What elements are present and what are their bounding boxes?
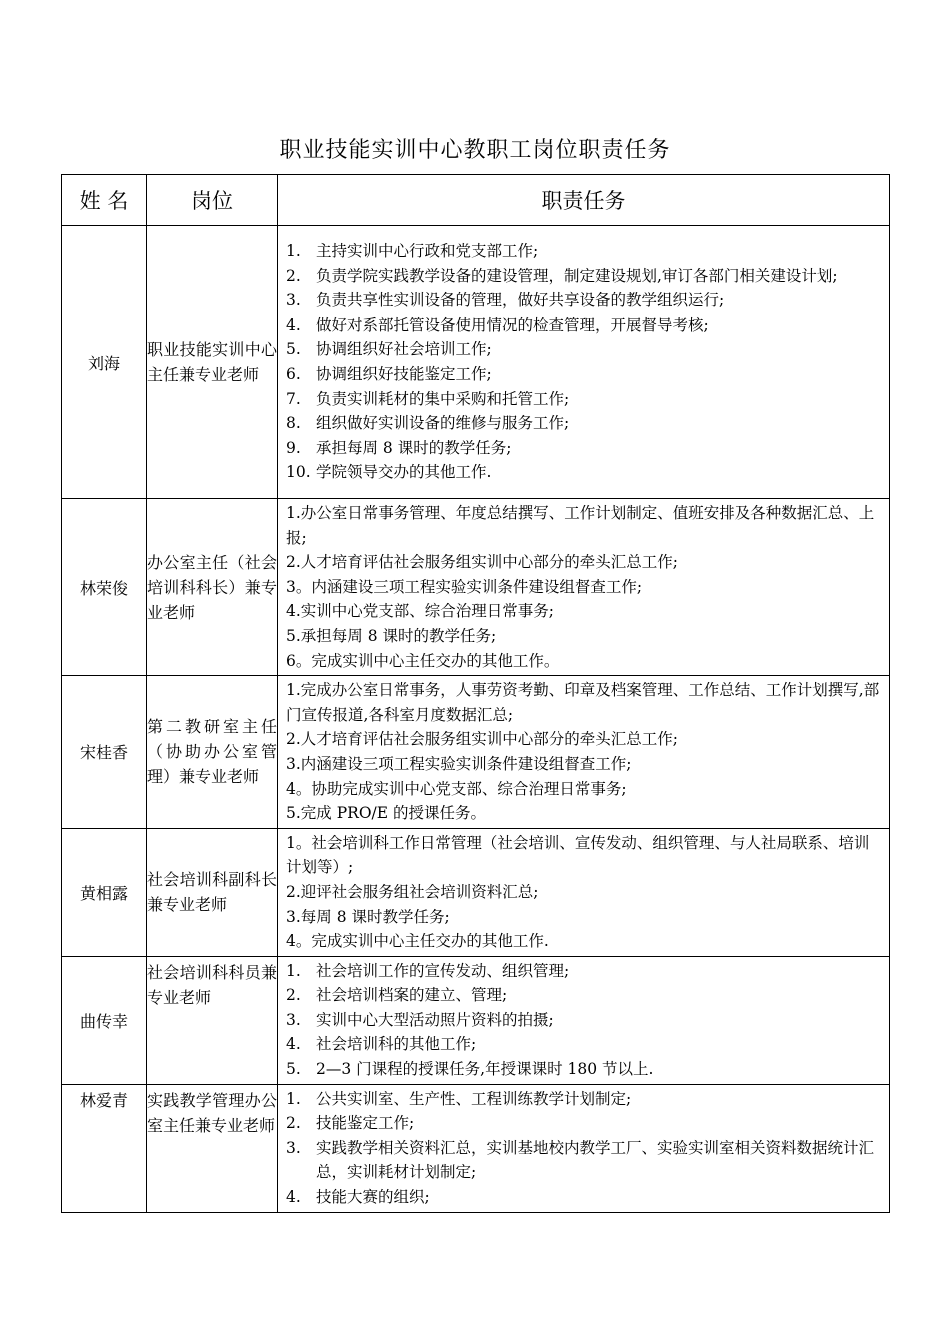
staff-name: 黄相露 bbox=[62, 828, 147, 956]
task-item: 5.承担每周 8 课时的教学任务; bbox=[286, 626, 497, 645]
table-row bbox=[62, 1084, 890, 1212]
task-item: 5. 2—3 门课程的授课任务,年授课课时 180 节以上. bbox=[286, 1060, 654, 1079]
task-item: 4. 社会培训科的其他工作; bbox=[286, 1035, 477, 1054]
staff-position: 办公室主任（社会培训科科长）兼专业老师 bbox=[147, 499, 278, 676]
task-item: 2.人才培育评估社会服务组实训中心部分的牵头汇总工作; bbox=[286, 730, 679, 749]
staff-name: 宋桂香 bbox=[62, 676, 147, 829]
staff-position: 社会培训科副科长兼专业老师 bbox=[147, 828, 278, 956]
task-item: 1.完成办公室日常事务，人事劳资考勤、印章及档案管理、工作总结、工作计划撰写,部门宣传报道,各科室月度数据汇总; bbox=[286, 681, 880, 724]
task-item: 8. 组织做好实训设备的维修与服务工作; bbox=[286, 414, 570, 433]
table-row bbox=[62, 226, 890, 499]
table-row bbox=[62, 676, 890, 829]
staff-name: 林爱青 bbox=[62, 1084, 147, 1212]
staff-position: 职业技能实训中心主任兼专业老师 bbox=[147, 226, 278, 499]
task-item: 1. 主持实训中心行政和党支部工作; bbox=[286, 242, 539, 261]
staff-duties bbox=[278, 828, 890, 956]
task-item: 2. 负责学院实践教学设备的建设管理，制定建设规划,审订各部门相关建设计划; bbox=[286, 266, 838, 285]
header-duties: 职责任务 bbox=[278, 175, 890, 226]
task-item: 3.每周 8 课时教学任务; bbox=[286, 907, 450, 926]
staff-duties bbox=[278, 499, 890, 676]
task-item: 5.完成 PRO/E 的授课任务。 bbox=[286, 804, 486, 823]
task-item: 5. 协调组织好社会培训工作; bbox=[286, 340, 492, 359]
task-item: 4。完成实训中心主任交办的其他工作. bbox=[286, 932, 549, 951]
task-item: 3. 负责共享性实训设备的管理，做好共享设备的教学组织运行; bbox=[286, 291, 725, 310]
staff-position: 社会培训科科员兼专业老师 bbox=[147, 956, 278, 1084]
table-row bbox=[62, 956, 890, 1084]
task-item: 3。内涵建设三项工程实验实训条件建设组督查工作; bbox=[286, 577, 643, 596]
staff-name: 林荣俊 bbox=[62, 499, 147, 676]
task-item: 2. 社会培训档案的建立、管理; bbox=[286, 986, 508, 1005]
header-position: 岗位 bbox=[147, 175, 278, 226]
page-title: 职业技能实训中心教职工岗位职责任务 bbox=[279, 138, 671, 163]
task-item: 2.迎评社会服务组社会培训资料汇总; bbox=[286, 882, 539, 901]
task-item: 1.办公室日常事务管理、年度总结撰写、工作计划制定、值班安排及各种数据汇总、上报; bbox=[286, 504, 875, 547]
task-item: 9. 承担每周 8 课时的教学任务; bbox=[286, 438, 512, 457]
task-item: 2.人才培育评估社会服务组实训中心部分的牵头汇总工作; bbox=[286, 553, 679, 572]
task-item: 6. 协调组织好技能鉴定工作; bbox=[286, 365, 492, 383]
duty-table bbox=[61, 174, 890, 1213]
staff-position: 第二教研室主任（协助办公室管理）兼专业老师 bbox=[147, 676, 278, 829]
task-item: 1. 公共实训室、生产性、工程训练教学计划制定; bbox=[286, 1089, 632, 1108]
task-item: 1。社会培训科工作日常管理（社会培训、宣传发动、组织管理、与人社局联系、培训计划等）; bbox=[286, 833, 870, 877]
task-item: 7. 负责实训耗材的集中采购和托管工作; bbox=[286, 389, 570, 408]
task-item: 1. 社会培训工作的宣传发动、组织管理; bbox=[286, 961, 570, 980]
staff-duties bbox=[278, 226, 890, 499]
staff-duties bbox=[278, 1084, 890, 1212]
task-item: 4. 做好对系部托管设备使用情况的检查管理，开展督导考核; bbox=[286, 315, 709, 334]
table-row bbox=[62, 828, 890, 956]
task-item: 2. 技能鉴定工作; bbox=[286, 1114, 415, 1133]
task-item: 3. 实训中心大型活动照片资料的拍摄; bbox=[286, 1010, 554, 1029]
task-item: 3.内涵建设三项工程实验实训条件建设组督查工作; bbox=[286, 754, 632, 773]
task-item: 6。完成实训中心主任交办的其他工作。 bbox=[286, 651, 560, 670]
task-item: 10. 学院领导交办的其他工作. bbox=[286, 463, 492, 482]
task-item: 4。协助完成实训中心党支部、综合治理日常事务; bbox=[286, 779, 627, 798]
staff-name: 曲传幸 bbox=[62, 956, 147, 1084]
staff-duties bbox=[278, 676, 890, 829]
header-name: 姓 名 bbox=[62, 175, 147, 226]
table-header-row bbox=[62, 175, 890, 226]
staff-position: 实践教学管理办公室主任兼专业老师 bbox=[147, 1084, 278, 1212]
task-item: 4. 技能大赛的组织; bbox=[286, 1188, 430, 1207]
table-row bbox=[62, 499, 890, 676]
staff-duties bbox=[278, 956, 890, 1084]
task-item: 4.实训中心党支部、综合治理日常事务; bbox=[286, 602, 555, 621]
task-item: 3. 实践教学相关资料汇总，实训基地校内教学工厂、实验实训室相关资料数据统计汇总，实训耗材计划制定; bbox=[286, 1138, 875, 1182]
staff-name: 刘海 bbox=[62, 226, 147, 499]
